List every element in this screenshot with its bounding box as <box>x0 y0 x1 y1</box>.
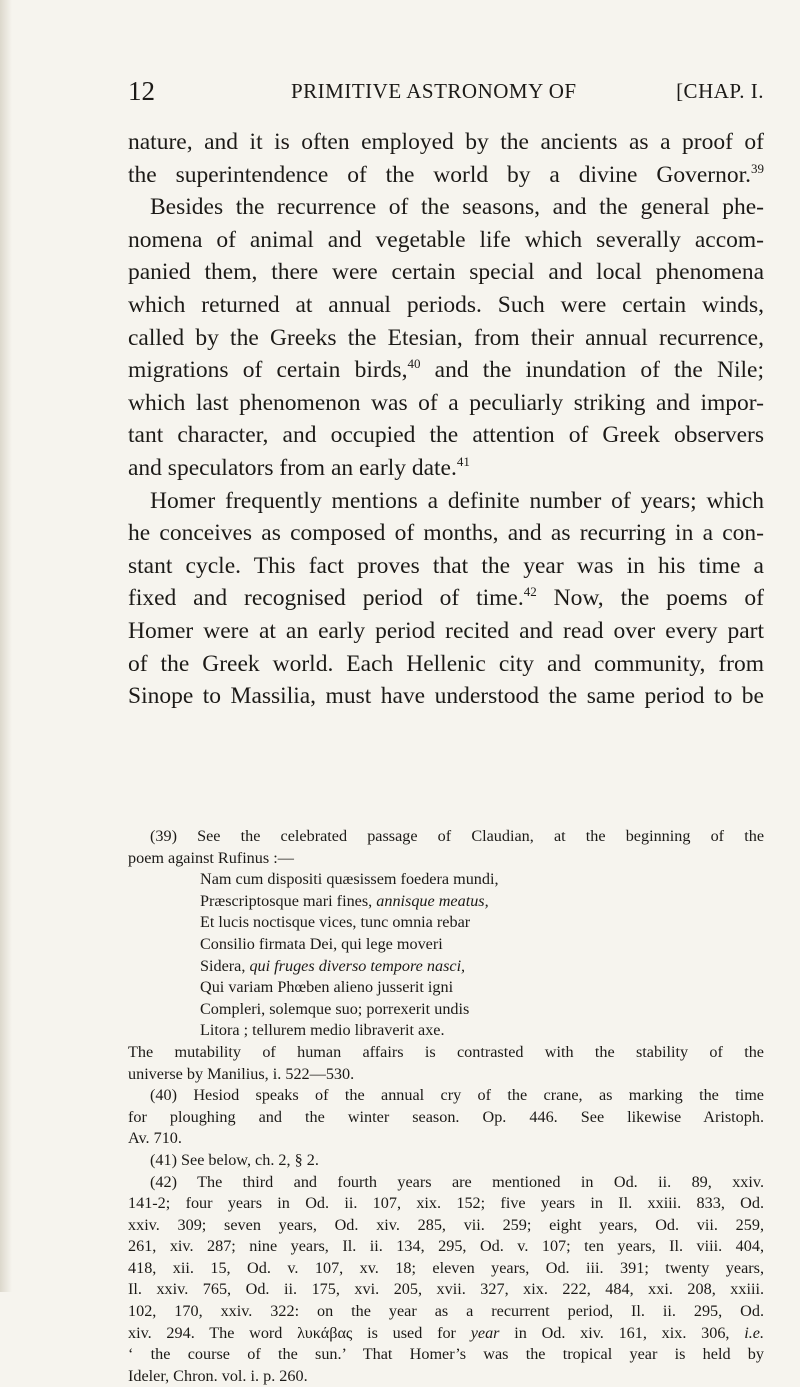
chapter-label: [CHAP. I. <box>676 79 764 103</box>
verse-line: Præscriptosque mari fines, annisque meatus, <box>200 891 489 910</box>
footnotes <box>128 826 764 1387</box>
text-line: Besides the recurrence of the seasons, and the general phe- <box>150 194 764 221</box>
footnote-ref: 39 <box>751 160 764 176</box>
footnote-line: poem against Rufinus :— <box>128 848 294 867</box>
text-line: which last phenomenon was of a peculiarly striking and impor- <box>128 389 764 416</box>
text-line: panied them, there were certain special and local phenomena <box>128 259 764 286</box>
footnote-line: 261, xiv. 287; nine years, Il. ii. 134, 295, Od. v. 107; ten years, Il. viii. 404, <box>128 1237 764 1256</box>
footnote-39: (39) See the celebrated passage of Claudian, at the beginning of the <box>150 827 764 845</box>
text-line: tant character, and occupied the attention of Greek observers <box>128 422 764 449</box>
text-line: stant cycle. This fact proves that the year was in his time a <box>128 552 764 579</box>
text-line: fixed and recognised period of time.$^{42}$ Now, the poems of <box>128 584 764 612</box>
running-title: PRIMITIVE ASTRONOMY OF <box>291 79 577 103</box>
running-header <box>128 76 764 110</box>
verse-line: Qui variam Phœben alieno jusserit igni <box>200 978 454 997</box>
verse-line: Sidera, qui fruges diverso tempore nasci, <box>200 956 466 975</box>
text-line: Homer were at an early period recited and read over every part <box>128 617 764 644</box>
footnote-42: (42) The third and fourth years are mentioned in Od. ii. 89, xxiv. <box>150 1172 764 1191</box>
footnote-line: universe by Manilius, i. 522—530. <box>128 1064 355 1083</box>
footnote-41: (41) See below, ch. 2, § 2. <box>150 1150 319 1169</box>
footnote-ref: 42 <box>523 584 537 600</box>
text-line: Sinope to Massilia, must have understood the same period to be <box>128 683 764 710</box>
verse-line: Nam cum dispositi quæsissem foedera mundi, <box>200 870 499 889</box>
text-line: nomena of animal and vegetable life which severally accom- <box>128 226 764 253</box>
verse-line: Et lucis noctisque vices, tunc omnia rebar <box>200 913 471 932</box>
footnote-ref: 40 <box>407 356 421 372</box>
footnote-line: Il. xxiv. 765, Od. ii. 175, xvi. 205, xvii. 327, xix. 222, 484, xxi. 208, xxiii. <box>128 1280 764 1299</box>
footnote-line: Ideler, Chron. vol. i. p. 260. <box>128 1366 308 1385</box>
footnote-line: xiv. 294. The word λυκάβας is used for year in Od. xiv. 161, xix. 306, i.e. <box>128 1323 765 1342</box>
footnote-line: 418, xii. 15, Od. v. 107, xv. 18; eleven years, Od. iii. 391; twenty years, <box>128 1258 764 1277</box>
text-line: called by the Greeks the Etesian, from their annual recurrence, <box>128 324 764 351</box>
footnote-line: for ploughing and the winter season. Op. 446. See likewise Aristoph. <box>128 1107 764 1126</box>
verse-line: Compleri, solemque suo; porrexerit undis <box>200 999 470 1018</box>
footnote-line: xxiv. 309; seven years, Od. xiv. 285, vii. 259; eight years, Od. vii. 259, <box>128 1215 764 1234</box>
main-text <box>128 126 764 713</box>
text-line: nature, and it is often employed by the ancients as a proof of <box>128 129 764 155</box>
text-line: migrations of certain birds,$^{40}$ and the inundation of the Nile; <box>128 356 764 384</box>
text-line: he conceives as composed of months, and as recurring in a con- <box>128 520 764 547</box>
footnote-line: ‘ the course of the sun.’ That Homer’s was the tropical year is held by <box>128 1345 764 1364</box>
page-gutter-shadow <box>0 0 12 1292</box>
text-line: the superintendence of the world by a divine Governor.$^{39}$ <box>128 160 764 188</box>
verse-line: Consilio firmata Dei, qui lege moveri <box>200 934 443 953</box>
footnote-line: Av. 710. <box>128 1129 182 1148</box>
text-line: Homer frequently mentions a definite number of years; which <box>150 487 764 514</box>
footnote-ref: 41 <box>456 453 470 469</box>
text-line: and speculators from an early date.$^{41}$ <box>128 453 470 481</box>
text-line: of the Greek world. Each Hellenic city and community, from <box>128 650 764 677</box>
footnote-line: 141-2; four years in Od. ii. 107, xix. 152; five years in Il. xxiii. 833, Od. <box>128 1194 764 1213</box>
verse-line: Litora ; tellurem medio libraverit axe. <box>200 1021 445 1040</box>
footnote-line: The mutability of human affairs is contrasted with the stability of the <box>128 1042 764 1061</box>
text-line: which returned at annual periods. Such were certain winds, <box>128 291 764 318</box>
footnote-line: 102, 170, xxiv. 322: on the year as a recurrent period, Il. ii. 295, Od. <box>128 1302 764 1321</box>
footnote-40: (40) Hesiod speaks of the annual cry of the crane, as marking the time <box>150 1086 764 1105</box>
page-number: 12 <box>128 76 155 106</box>
